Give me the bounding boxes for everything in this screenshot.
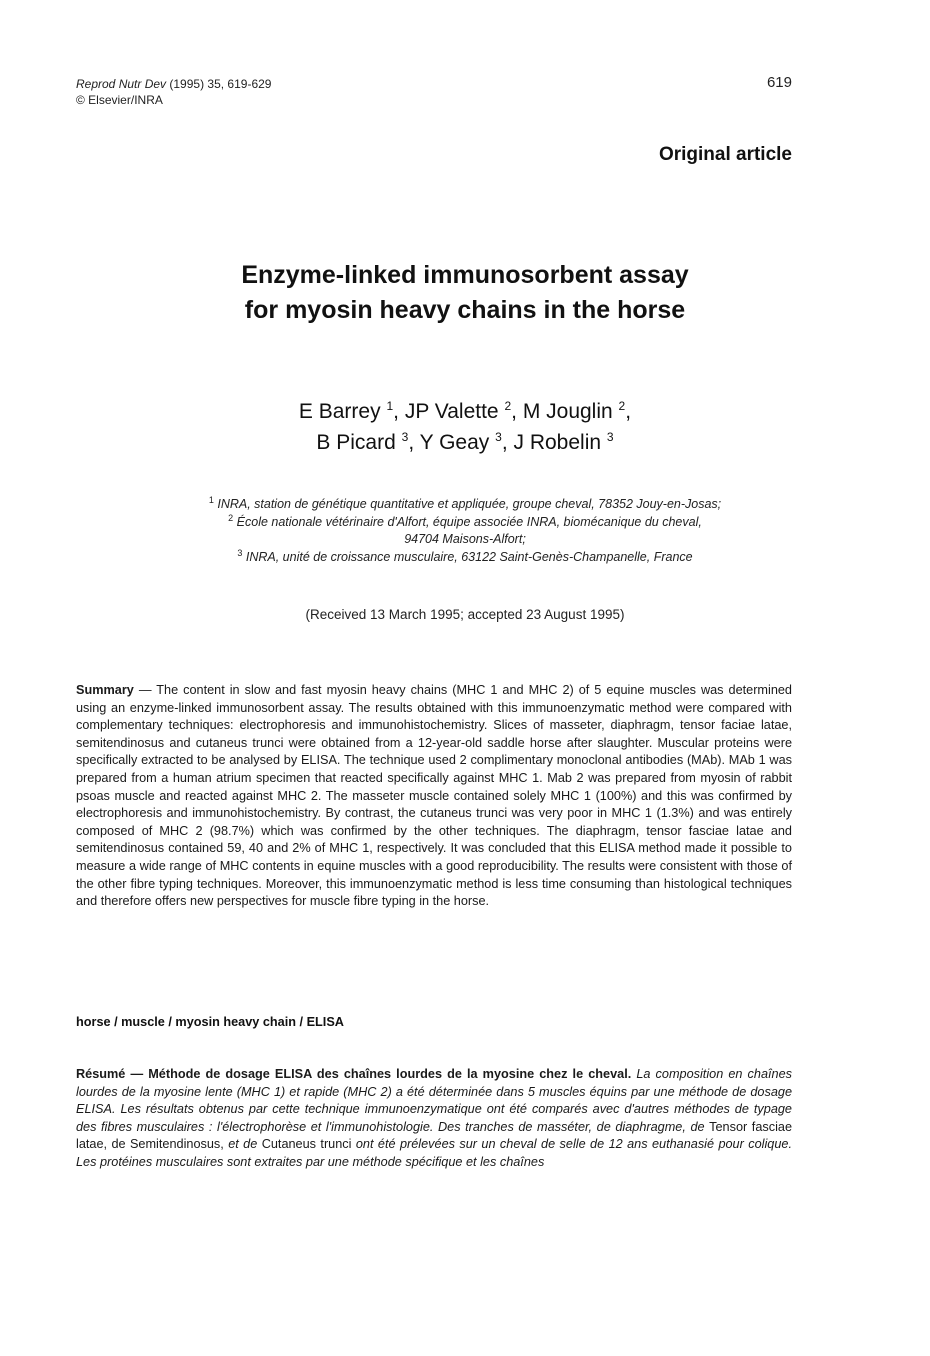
author-name: Y Geay: [419, 431, 490, 454]
resume-body-part: et de: [223, 1137, 262, 1152]
author-line-1: E Barrey $^1$, JP Valette $^2$, M Jouglin $^2$,: [298, 399, 632, 423]
keywords: horse / muscle / myosin heavy chain / ELISA: [76, 1015, 344, 1029]
affiliation: $^2$ École nationale vétérinaire d'Alfort, équipe associée INRA, biomécanique du cheval,: [228, 512, 702, 529]
author-name: B Picard: [316, 431, 396, 454]
author-line-2: B Picard $^3$, Y Geay $^3$, J Robelin $^3$: [316, 430, 614, 454]
journal-citation: [76, 76, 271, 92]
affiliation-continuation: 94704 Maisons-Alfort;: [404, 532, 526, 546]
running-header: [76, 76, 271, 108]
summary-heading: Summary: [76, 683, 134, 697]
affiliation: $^3$ INRA, unité de croissance musculaire, 63122 Saint-Genès-Champanelle, France: [237, 547, 693, 564]
author-name: M Jouglin: [522, 400, 613, 423]
author-list: [60, 396, 870, 458]
author-affiliation-mark: 1: [386, 399, 394, 413]
author-affiliation-mark: 2: [504, 399, 512, 413]
title-line-1: Enzyme-linked immunosorbent assay: [241, 261, 689, 289]
resume-body-part: Cutaneus trunci: [261, 1137, 352, 1152]
article-type: Original article: [658, 144, 792, 165]
resume-body-part: Tensor fasciae latae, de Semitendinosus,: [76, 1119, 792, 1152]
title-line-2: for myosin heavy chains in the horse: [244, 296, 686, 324]
author-name: JP Valette: [404, 400, 499, 423]
copyright-line: © Elsevier/INRA: [76, 93, 163, 107]
page-number: 619: [766, 74, 792, 91]
resume-heading: Résumé — Méthode de dosage ELISA des chaînes lourdes de la myosine chez le cheval.: [76, 1067, 632, 1081]
author-name: J Robelin: [513, 431, 602, 454]
journal-name: Reprod Nutr Dev: [76, 77, 167, 91]
summary-paragraph: [76, 682, 792, 911]
author-affiliation-mark: 3: [401, 430, 409, 444]
citation-details: (1995) 35, 619-629: [169, 77, 272, 91]
author-affiliation-mark: 3: [606, 430, 614, 444]
article-title: [60, 258, 870, 328]
author-affiliation-mark: 3: [495, 430, 502, 444]
author-name: E Barrey: [298, 400, 381, 423]
resume-body-part: ont été prélevées sur un cheval de selle de 12 ans euthanasié pour colique. Les protéines musculaires sont extraites par une méthode spécifique et les chaînes: [76, 1137, 792, 1169]
summary-body: — The content in slow and fast myosin heavy chains (MHC 1 and MHC 2) of 5 equine muscles was determined using an enzyme-linked immunosorbent assay. The results obtained with this immunoenzymatic method were compared with complementary techniques: electrophoresis and immunohistochemistry. Slices of masseter, diaphragm, tensor faciae latae, semitendinosus and cutaneus trunci were obtained from a 12-year-old saddle horse after slaughter. Muscular proteins were specifically extracted to be analysed by ELISA. The technique used 2 complimentary monoclonal antibodies (MAb). MAb 1 was prepared from a human atrium specimen that reacted specifically against MHC 1. Mab 2 was prepared from myosin of rabbit psoas muscle and reacted against MHC 2. The masseter muscle contained solely MHC 1 (100%) and this was confirmed by electrophoresis and immunohistochemistry. By contrast, the cutaneus trunci was very poor in MHC 1 (1.3%) and was entirely composed of MHC 2 (98.7%) which was confirmed by the other techniques. The diaphragm, tensor fasciae latae and semitendinosus contained 59, 40 and 2% of MHC 1, respectively. It was concluded that this ELISA method made it possible to measure a wide range of MHC contents in equine muscles with a good reproducibility. The results were consistent with those of the other fibre typing techniques. Moreover, this immunoenzymatic method is less time consuming than histological techniques and therefore offers new perspectives for muscle fibre typing in the horse.: [76, 683, 792, 909]
author-affiliation-mark: 2: [618, 399, 626, 413]
resume-body-part: La composition en chaînes lourdes de la myosine lente (MHC 1) et rapide (MHC 2) a été déterminée dans 5 muscles équins par une méthode de dosage ELISA. Les résultats obtenus par cette technique immunoenzymatique ont été comparés avec d'autres méthodes de typage des fibres musculaires : l'électrophorèse et l'immunohistologie. Des tranches de masséter, de diaphragme, de: [76, 1067, 792, 1134]
received-dates: (Received 13 March 1995; accepted 23 August 1995): [305, 607, 625, 622]
affiliation: $^1$ INRA, station de génétique quantitative et appliquée, groupe cheval, 78352 Jouy-en-Josas;: [208, 495, 722, 511]
affiliation-list: [80, 496, 850, 566]
resume-paragraph: [76, 1066, 792, 1172]
